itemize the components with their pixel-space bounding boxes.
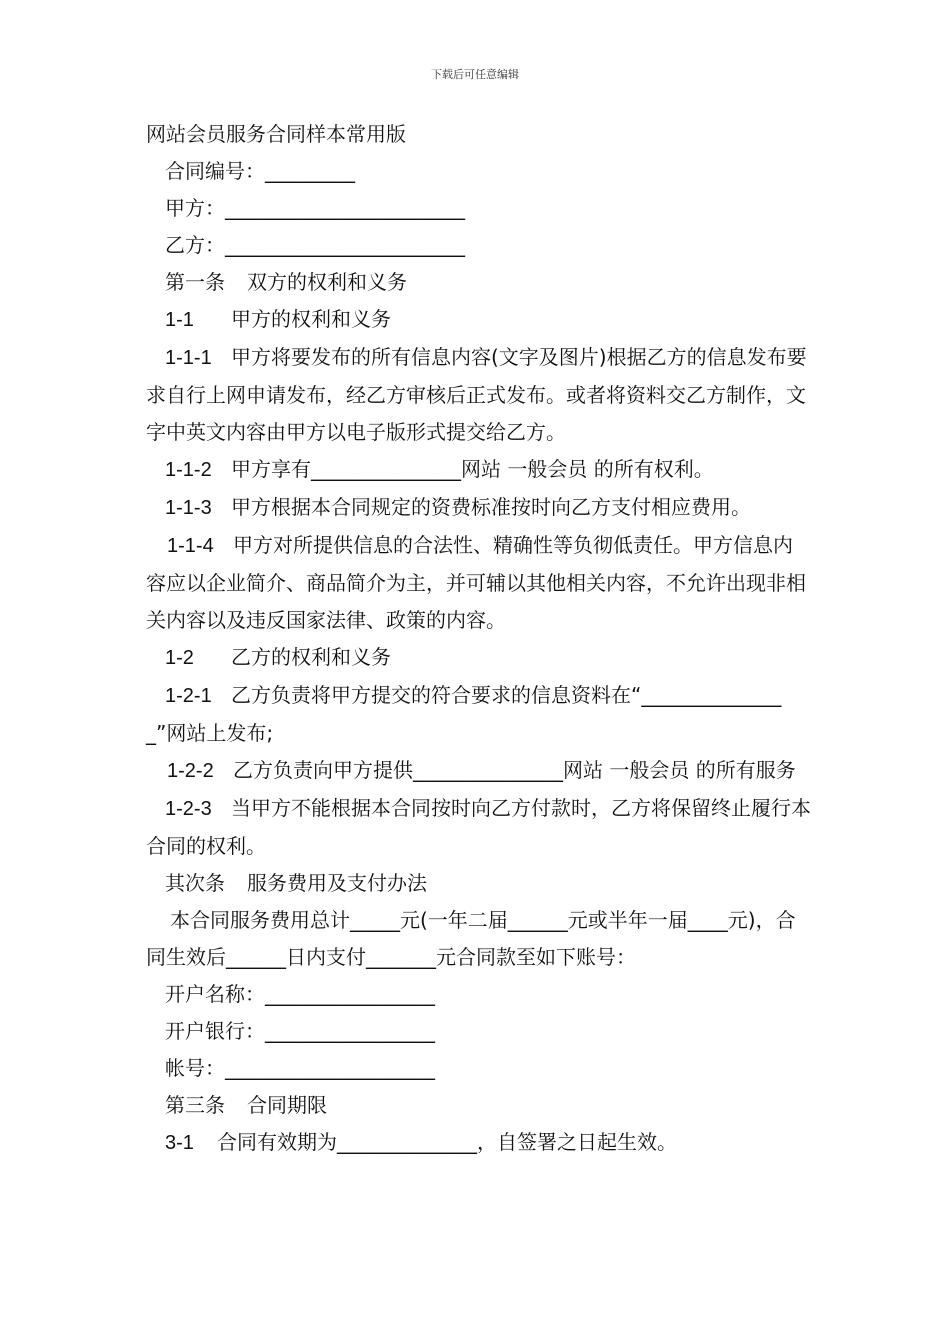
contract-number-line: 合同编号：_________ xyxy=(165,159,355,183)
clause-1-1-2-number: 1-1-2 xyxy=(165,459,212,481)
section-1-1-number: 1-1 xyxy=(165,309,194,331)
article-2-number: 其次条 xyxy=(165,871,225,895)
clause-3-1-text: 合同有效期为______________，自签署之日起生效。 xyxy=(217,1130,677,1154)
clause-1-2-2-text: 乙方负责向甲方提供_______________网站 一般会员 的所有服务 xyxy=(233,758,796,782)
account-name-line: 开户名称：_________________ xyxy=(165,982,435,1006)
clause-1-2-2-number: 1-2-2 xyxy=(167,760,214,782)
clause-3-1 xyxy=(146,1124,811,1162)
clause-1-1-2 xyxy=(146,451,811,489)
section-1-2-number: 1-2 xyxy=(165,647,194,669)
service-fee-paragraph: 本合同服务费用总计_____元(一年二届______元或半年一届____元)，合同生效后______日内支付_______元合同款至如下账号： xyxy=(146,908,796,969)
clause-1-1-1-number: 1-1-1 xyxy=(165,347,212,369)
article-3-title: 合同期限 xyxy=(247,1093,327,1117)
document-title: 网站会员服务合同样本常用版 xyxy=(146,122,406,146)
clause-1-1-2-text: 甲方享有_______________网站 一般会员 的所有权利。 xyxy=(231,457,714,481)
party-b-line: 乙方：________________________ xyxy=(165,233,465,257)
article-1-heading xyxy=(146,264,811,301)
section-1-2-heading xyxy=(146,639,811,677)
clause-1-1-1 xyxy=(146,339,811,451)
article-3-number: 第三条 xyxy=(165,1093,225,1117)
clause-1-2-1-text: 乙方负责将甲方提交的符合要求的信息资料在“_______________”网站上发布; xyxy=(146,683,782,745)
clause-1-1-3 xyxy=(146,489,811,527)
clause-1-1-4 xyxy=(146,527,811,639)
section-1-1-heading xyxy=(146,301,811,339)
clause-3-1-number: 3-1 xyxy=(165,1132,194,1154)
clause-1-2-3-text: 当甲方不能根据本合同按时向乙方付款时，乙方将保留终止履行本合同的权利。 xyxy=(146,796,811,858)
clause-1-1-3-text: 甲方根据本合同规定的资费标准按时向乙方支付相应费用。 xyxy=(231,495,751,519)
article-3-heading xyxy=(146,1087,811,1124)
article-2-title: 服务费用及支付办法 xyxy=(247,871,427,895)
clause-1-2-1-number: 1-2-1 xyxy=(165,685,212,707)
article-1-title: 双方的权利和义务 xyxy=(247,270,407,294)
clause-1-1-1-text: 甲方将要发布的所有信息内容(文字及图片)根据乙方的信息发布要求自行上网申请发布，经乙方审核后正式发布。或者将资料交乙方制作，文字中英文内容由甲方以电子版形式提交给乙方。 xyxy=(146,345,807,444)
article-2-heading xyxy=(146,865,811,902)
contract-document xyxy=(146,116,811,1162)
clause-1-2-2 xyxy=(146,752,811,790)
clause-1-1-4-number: 1-1-4 xyxy=(167,535,214,557)
article-1-number: 第一条 xyxy=(165,270,225,294)
section-1-1-title: 甲方的权利和义务 xyxy=(231,307,391,331)
clause-1-1-4-text: 甲方对所提供信息的合法性、精确性等负彻低责任。甲方信息内容应以企业简介、商品简介为主，并可辅以其他相关内容，不允许出现非相关内容以及违反国家法律、政策的内容。 xyxy=(146,533,806,632)
clause-1-2-3 xyxy=(146,790,811,865)
clause-1-2-3-number: 1-2-3 xyxy=(165,798,212,820)
party-a-line: 甲方：________________________ xyxy=(165,196,465,220)
account-bank-line: 开户银行：_________________ xyxy=(165,1019,435,1043)
section-1-2-title: 乙方的权利和义务 xyxy=(231,645,391,669)
page-header-note: 下载后可任意编辑 xyxy=(431,68,519,81)
clause-1-2-1 xyxy=(146,677,811,752)
account-number-line: 帐号：_____________________ xyxy=(165,1056,435,1080)
clause-1-1-3-number: 1-1-3 xyxy=(165,497,212,519)
